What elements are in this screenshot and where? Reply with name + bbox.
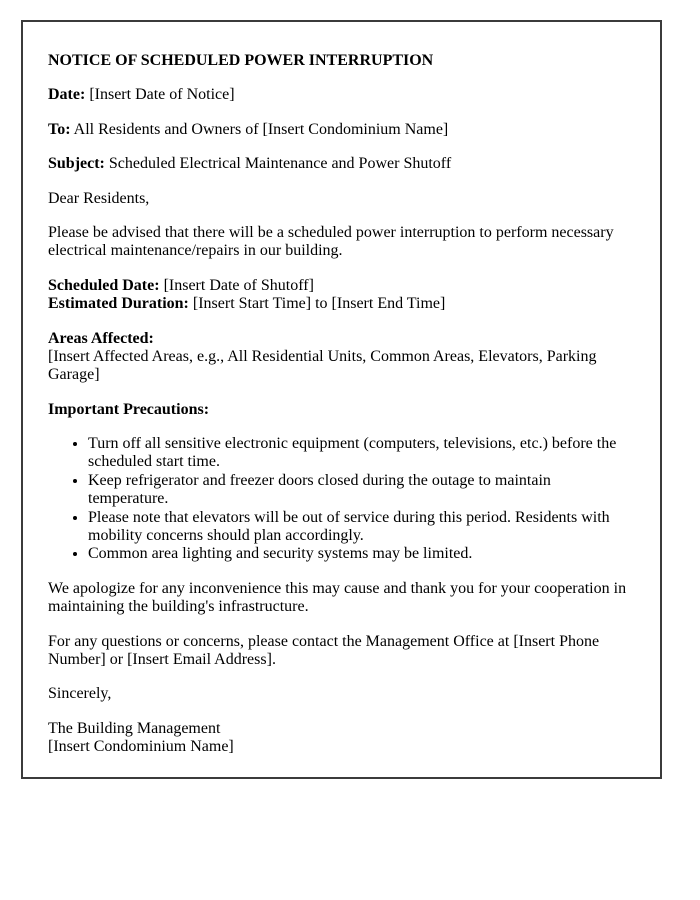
precautions-heading — [48, 401, 631, 419]
duration-label: Estimated Duration: — [48, 295, 189, 313]
signature-line-1: The Building Management — [48, 719, 221, 737]
contact-paragraph: For any questions or concerns, please contact the Management Office at [Insert Phone Number] or [Insert Email Address]. — [48, 632, 600, 668]
signature-block — [48, 720, 631, 757]
list-item: • Keep refrigerator and freezer doors closed during the outage to maintain temperature. — [88, 472, 631, 509]
date-value: [Insert Date of Notice] — [89, 86, 235, 104]
list-item: • Turn off all sensitive electronic equipment (computers, televisions, etc.) before the scheduled start time. — [88, 435, 631, 472]
schedule-block — [48, 277, 631, 314]
precautions-list — [48, 435, 631, 564]
to-value: All Residents and Owners of [Insert Condominium Name] — [73, 120, 449, 138]
list-item: • Please note that elevators will be out of service during this period. Residents with mobility concerns should plan accordingly. — [88, 509, 631, 546]
areas-label: Areas Affected: — [48, 329, 154, 347]
subject-label: Subject: — [48, 155, 105, 173]
date-label: Date: — [48, 86, 86, 104]
signature-line-2: [Insert Condominium Name] — [48, 738, 234, 756]
scheduled-date-value: [Insert Date of Shutoff] — [163, 276, 314, 294]
precautions-label: Important Precautions: — [48, 400, 210, 418]
intro-paragraph: Please be advised that there will be a scheduled power interruption to perform necessary electrical maintenance/repairs in our building. — [48, 223, 614, 260]
to-label: To: — [48, 120, 71, 138]
to-line — [48, 121, 631, 139]
closing: Sincerely, — [48, 685, 112, 703]
list-item: • Common area lighting and security systems may be limited. — [88, 545, 631, 563]
subject-line — [48, 155, 631, 173]
salutation: Dear Residents, — [48, 189, 150, 207]
notice-document — [21, 20, 662, 779]
scheduled-date-label: Scheduled Date: — [48, 276, 160, 294]
subject-value: Scheduled Electrical Maintenance and Power Shutoff — [108, 155, 452, 173]
document-title: NOTICE OF SCHEDULED POWER INTERRUPTION — [48, 52, 434, 69]
apology-paragraph: We apologize for any inconvenience this may cause and thank you for your cooperation in maintaining the building's infrastructure. — [48, 579, 627, 616]
areas-block — [48, 330, 631, 385]
areas-value: [Insert Affected Areas, e.g., All Residential Units, Common Areas, Elevators, Parking Garage] — [48, 347, 597, 384]
duration-value: [Insert Start Time] to [Insert End Time] — [192, 295, 446, 313]
date-line — [48, 86, 631, 104]
